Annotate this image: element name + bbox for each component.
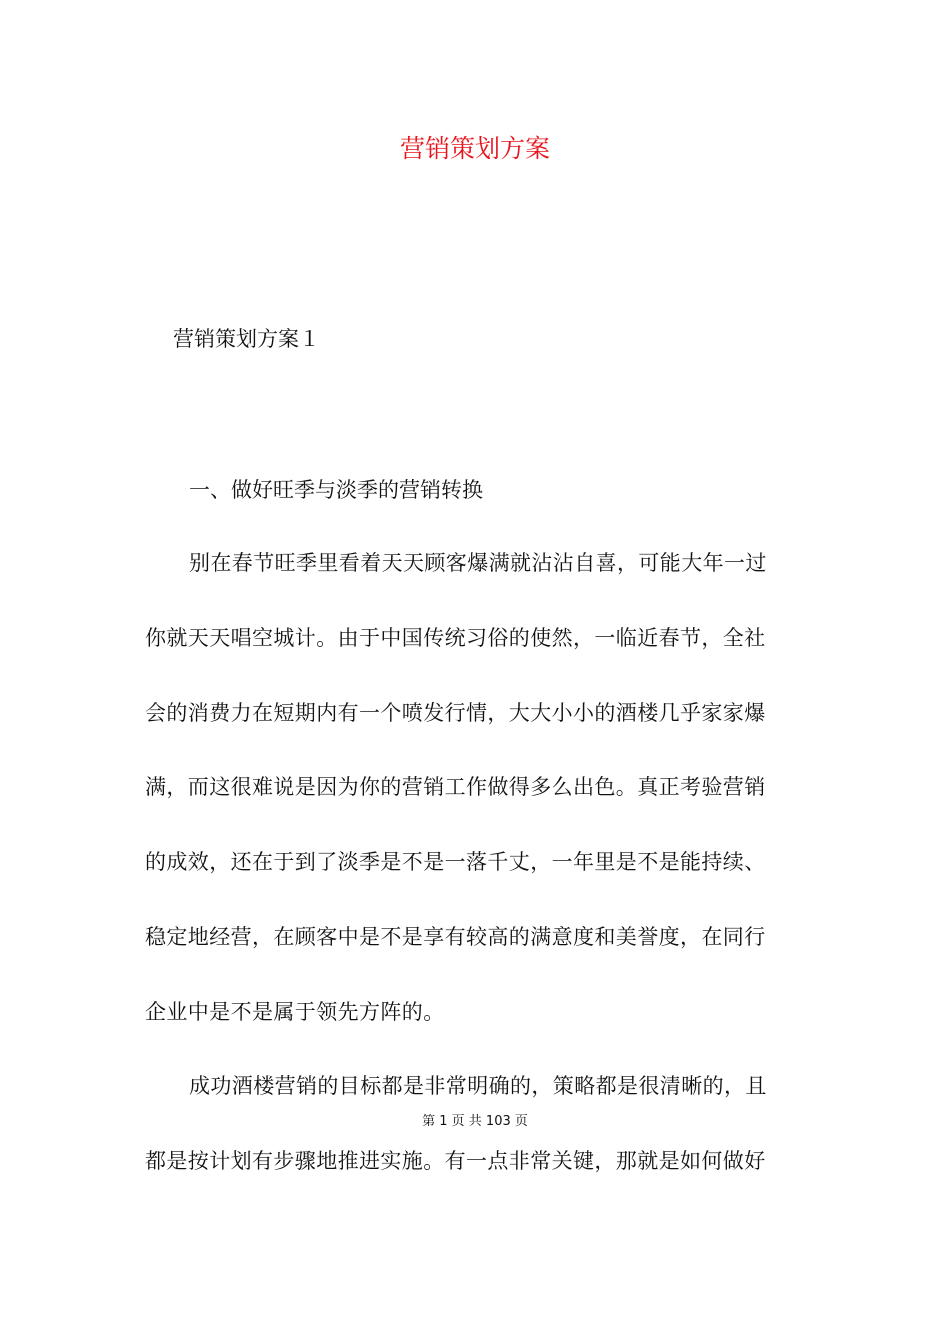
- paragraph-line: 稳定地经营，在顾客中是不是享有较高的满意度和美誉度，在同行: [145, 925, 766, 949]
- subheading: 一、做好旺季与淡季的营销转换: [189, 478, 483, 502]
- paragraph-line: 会的消费力在短期内有一个喷发行情，大大小小的酒楼几乎家家爆: [145, 701, 766, 725]
- section-heading: 营销策划方案１: [173, 327, 320, 351]
- paragraph-line: 企业中是不是属于领先方阵的。: [145, 1000, 445, 1024]
- paragraph-line: 满，而这很难说是因为你的营销工作做得多么出色。真正考验营销: [145, 775, 766, 799]
- paragraph-line: 你就天天唱空城计。由于中国传统习俗的使然，一临近春节，全社: [145, 626, 766, 650]
- paragraph-line: 成功酒楼营销的目标都是非常明确的，策略都是很清晰的，且: [189, 1074, 767, 1098]
- page-number-footer: 第 1 页 共 103 页: [422, 1114, 528, 1129]
- document-title: 营销策划方案: [399, 134, 550, 163]
- paragraph-line: 的成效，还在于到了淡季是不是一落千丈，一年里是不是能持续、: [145, 850, 766, 874]
- paragraph-line: 都是按计划有步骤地推进实施。有一点非常关键，那就是如何做好: [145, 1149, 766, 1173]
- paragraph-line: 别在春节旺季里看着天天顾客爆满就沾沾自喜，可能大年一过: [189, 551, 767, 575]
